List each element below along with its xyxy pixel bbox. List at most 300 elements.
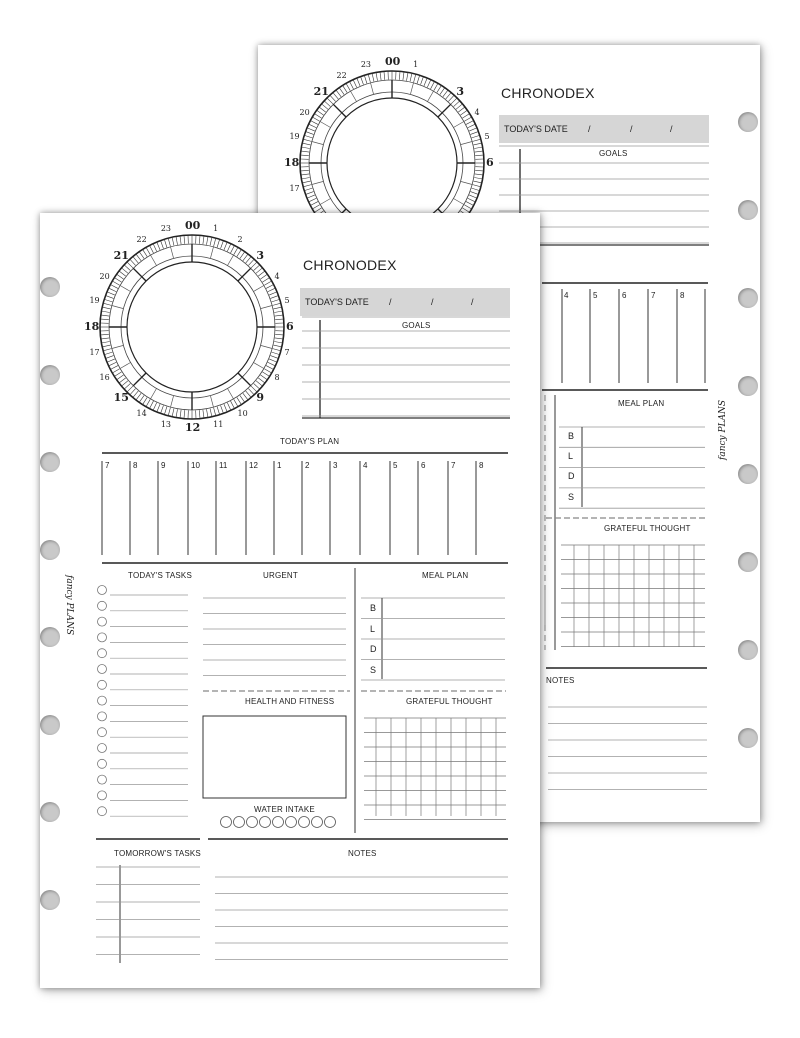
front-chronodex-minute-tick: [251, 262, 257, 268]
water-intake-circle: [273, 817, 284, 828]
front-chronodex-minute-tick: [117, 275, 124, 280]
back-chronodex-minute-tick: [307, 128, 314, 131]
front-chronodex-minute-tick: [176, 409, 177, 417]
front-chronodex-minute-tick: [122, 268, 128, 273]
front-chronodex-minute-tick: [115, 278, 122, 282]
back-date-label: TODAY'S DATE: [504, 124, 568, 134]
front-chronodex-minute-tick: [161, 241, 164, 249]
back-date-slash-1: /: [588, 124, 591, 134]
back-chronodex-minute-tick: [301, 170, 309, 171]
plan-hour-label: 8: [133, 461, 138, 470]
front-chronodex-minute-tick: [199, 236, 200, 244]
front-chronodex-minute-tick: [273, 349, 281, 351]
front-chronodex-hour-tick: [112, 345, 124, 348]
back-chronodex-minute-tick: [464, 117, 471, 121]
back-chronodex-minute-tick: [475, 155, 483, 156]
front-chronodex-minute-tick: [262, 372, 269, 376]
front-clock-numeral: 22: [136, 234, 147, 244]
task-checkbox: [98, 633, 107, 642]
front-chronodex-minute-tick: [221, 241, 224, 249]
task-checkbox: [98, 775, 107, 784]
back-clock-numeral: 3: [456, 84, 465, 98]
back-chronodex-minute-tick: [472, 135, 480, 137]
front-chronodex-minute-tick: [214, 408, 216, 416]
back-chronodex-minute-tick: [458, 107, 464, 112]
back-disc-notch: [738, 640, 758, 660]
front-chronodex-minute-tick: [113, 281, 120, 285]
back-meal-s: S: [568, 492, 575, 502]
task-checkbox: [98, 680, 107, 689]
front-chronodex-minute-tick: [113, 369, 120, 373]
back-chronodex-minute-tick: [469, 195, 476, 198]
back-chronodex-minute-tick: [399, 72, 400, 80]
front-chronodex-minute-tick: [266, 285, 273, 289]
back-chronodex-minute-tick: [343, 86, 347, 93]
back-chronodex-minute-tick: [474, 181, 482, 183]
front-chronodex-minute-tick: [133, 257, 138, 263]
front-chronodex-minute-tick: [273, 303, 281, 305]
plan-hour-label: 7: [451, 461, 456, 470]
front-chronodex-minute-tick: [264, 369, 271, 373]
front-chronodex-minute-tick: [140, 395, 145, 402]
tomorrows-tasks-label: TOMORROW'S TASKS: [114, 849, 201, 858]
back-notes-label: NOTES: [546, 676, 575, 685]
back-chronodex-minute-tick: [474, 177, 482, 178]
front-goals-label: GOALS: [402, 321, 431, 330]
back-chronodex-minute-tick: [468, 198, 475, 201]
plan-hour-label: 9: [161, 461, 166, 470]
back-chronodex-minute-tick: [462, 114, 469, 118]
back-chronodex-minute-tick: [364, 76, 366, 84]
back-chronodex-hour-tick: [312, 181, 324, 184]
back-chronodex-minute-tick: [448, 96, 453, 102]
back-chronodex-minute-tick: [434, 84, 438, 91]
urgent-label: URGENT: [263, 571, 298, 580]
front-chronodex-hour-tick: [210, 247, 213, 259]
back-chronodex-inner-ring: [327, 98, 457, 228]
front-chronodex-minute-tick: [240, 252, 245, 259]
back-plan-hour: 5: [593, 291, 598, 300]
back-chronodex-minute-tick: [475, 151, 483, 152]
front-chronodex-minute-tick: [107, 359, 114, 362]
front-chronodex-minute-tick: [210, 409, 212, 417]
front-chronodex-minute-tick: [102, 311, 110, 312]
front-chronodex-minute-tick: [224, 404, 227, 411]
back-clock-numeral: 23: [360, 60, 372, 70]
back-chronodex-hour-tick: [453, 122, 463, 128]
front-chronodex-hour-tick: [253, 286, 263, 292]
front-chronodex-minute-tick: [243, 393, 248, 399]
front-chronodex-minute-tick: [243, 254, 248, 260]
front-disc-notch: [40, 715, 60, 735]
back-chronodex-minute-tick: [317, 111, 324, 116]
front-chronodex-minute-tick: [103, 345, 111, 347]
front-chronodex-minute-tick: [248, 260, 253, 266]
front-chronodex-minute-tick: [109, 362, 116, 365]
front-chronodex-minute-tick: [275, 315, 283, 316]
front-clock-numeral: 1: [213, 224, 219, 234]
front-chronodex-minute-tick: [153, 403, 156, 410]
front-chronodex-minute-tick: [254, 265, 260, 270]
plan-hour-label: 3: [333, 461, 338, 470]
front-clock-numeral: 20: [99, 271, 110, 281]
back-chronodex-minute-tick: [475, 170, 483, 171]
task-checkbox: [98, 586, 107, 595]
back-disc-notch: [738, 288, 758, 308]
front-chronodex-minute-tick: [127, 262, 133, 268]
front-chronodex-minute-tick: [275, 319, 283, 320]
front-chronodex-minute-tick: [199, 410, 200, 418]
task-checkbox: [98, 601, 107, 610]
front-chronodex-minute-tick: [270, 296, 278, 299]
meal-l: L: [370, 624, 376, 634]
back-chronodex-minute-tick: [466, 202, 473, 206]
task-checkbox: [98, 712, 107, 721]
back-chronodex-minute-tick: [372, 74, 374, 82]
front-chronodex-minute-tick: [274, 307, 282, 309]
water-intake-circle: [286, 817, 297, 828]
task-checkbox: [98, 665, 107, 674]
water-intake-label: WATER INTAKE: [254, 805, 315, 814]
back-chronodex-minute-tick: [302, 147, 310, 148]
task-checkbox: [98, 728, 107, 737]
front-chronodex-minute-tick: [240, 395, 245, 402]
front-chronodex-minute-tick: [217, 407, 219, 415]
back-chronodex-minute-tick: [475, 174, 483, 175]
back-chronodex-minute-tick: [473, 185, 481, 187]
front-chronodex-inner-ring: [127, 262, 257, 392]
front-chronodex-minute-tick: [119, 271, 125, 276]
water-intake-circle: [247, 817, 258, 828]
back-chronodex-minute-tick: [474, 143, 482, 145]
front-disc-notch: [40, 365, 60, 385]
front-chronodex-minute-tick: [104, 303, 112, 305]
back-chronodex-minute-tick: [417, 76, 419, 84]
back-chronodex-minute-tick: [309, 198, 316, 201]
front-chronodex-minute-tick: [106, 296, 114, 299]
back-chronodex-hour-tick: [428, 91, 434, 101]
front-chronodex-minute-tick: [104, 349, 112, 351]
back-chronodex-minute-tick: [470, 192, 478, 195]
back-chronodex-minute-tick: [466, 121, 473, 125]
front-chronodex-minute-tick: [184, 236, 185, 244]
health-fitness-box: [203, 716, 346, 798]
front-logo: fancy PLANS: [64, 575, 74, 636]
task-checkbox: [98, 791, 107, 800]
back-chronodex-minute-tick: [410, 74, 412, 82]
front-chronodex-minute-tick: [256, 381, 262, 386]
water-intake-circle: [260, 817, 271, 828]
back-chronodex-minute-tick: [376, 73, 377, 81]
meal-plan-label: MEAL PLAN: [422, 571, 469, 580]
back-chronodex-minute-tick: [330, 96, 335, 102]
front-chronodex-minute-tick: [157, 242, 160, 249]
front-chronodex-minute-tick: [254, 383, 260, 388]
front-chronodex-minute-tick: [224, 242, 227, 249]
front-chronodex-minute-tick: [227, 403, 230, 410]
back-chronodex-minute-tick: [311, 121, 318, 125]
plan-hour-label: 8: [479, 461, 484, 470]
front-chronodex-hour-tick: [228, 255, 234, 265]
back-chronodex-minute-tick: [427, 80, 430, 87]
back-chronodex-minute-tick: [470, 132, 478, 135]
back-meal-plan-label: MEAL PLAN: [618, 399, 665, 408]
front-chronodex-minute-tick: [269, 359, 276, 362]
back-clock-numeral: 00: [385, 55, 401, 68]
front-chronodex-minute-tick: [140, 252, 145, 259]
back-chronodex-minute-tick: [406, 73, 407, 81]
back-chronodex-minute-tick: [333, 93, 338, 99]
task-checkbox: [98, 744, 107, 753]
back-chronodex-minute-tick: [384, 72, 385, 80]
back-chronodex-minute-tick: [460, 111, 467, 116]
front-chronodex-minute-tick: [258, 378, 264, 383]
back-chronodex-minute-tick: [472, 188, 480, 190]
back-chronodex-minute-tick: [474, 147, 482, 148]
front-date-label: TODAY'S DATE: [305, 297, 369, 307]
back-chronodex-minute-tick: [464, 205, 471, 209]
front-chronodex-minute-tick: [117, 375, 124, 380]
front-chronodex-minute-tick: [111, 366, 118, 370]
back-date-slash-3: /: [670, 124, 673, 134]
water-intake-circle: [299, 817, 310, 828]
back-chronodex-hour-tick: [461, 142, 473, 145]
back-disc-notch: [738, 464, 758, 484]
back-chronodex-minute-tick: [443, 90, 448, 96]
task-checkbox: [98, 696, 107, 705]
front-clock-numeral: 16: [99, 372, 110, 382]
back-chronodex-minute-tick: [311, 202, 318, 206]
back-clock-numeral: 1: [413, 60, 419, 70]
back-chronodex-minute-tick: [305, 188, 313, 190]
back-disc-notch: [738, 376, 758, 396]
front-chronodex-minute-tick: [237, 250, 241, 257]
front-chronodex-minute-tick: [234, 248, 238, 255]
back-date-slash-2: /: [630, 124, 633, 134]
front-chronodex-minute-tick: [269, 292, 276, 295]
front-date-slash-2: /: [431, 297, 434, 307]
front-chronodex-hour-tick: [261, 306, 273, 309]
front-clock-numeral: 17: [89, 348, 100, 358]
back-chronodex-minute-tick: [336, 90, 341, 96]
back-chronodex-minute-tick: [353, 80, 356, 87]
front-clock-numeral: 10: [237, 409, 248, 419]
front-chronodex-minute-tick: [130, 260, 135, 266]
front-chronodex-minute-tick: [258, 271, 264, 276]
front-clock-numeral: 23: [160, 224, 172, 234]
front-chronodex-minute-tick: [274, 311, 282, 312]
plan-hour-label: 4: [363, 461, 368, 470]
back-chronodex-minute-tick: [473, 139, 481, 141]
back-disc-notch: [738, 200, 758, 220]
plan-hour-label: 2: [305, 461, 310, 470]
front-chronodex-minute-tick: [101, 334, 109, 335]
front-chronodex-hour-tick: [253, 363, 263, 369]
front-date-slash-1: /: [389, 297, 392, 307]
back-disc-notch: [738, 728, 758, 748]
front-chronodex-minute-tick: [256, 268, 262, 273]
front-disc-notch: [40, 540, 60, 560]
front-date-slash-3: /: [471, 297, 474, 307]
back-chronodex-hour-tick: [312, 142, 324, 145]
front-clock-numeral: 6: [286, 320, 294, 333]
front-chronodex-minute-tick: [214, 239, 216, 247]
front-chronodex-minute-tick: [109, 288, 116, 291]
back-chronodex-minute-tick: [315, 208, 322, 212]
front-chronodex-minute-tick: [203, 410, 204, 418]
back-plan-hour: 8: [680, 291, 685, 300]
front-chronodex-minute-tick: [231, 401, 235, 408]
back-chronodex-minute-tick: [414, 75, 416, 83]
front-chronodex-minute-tick: [125, 265, 131, 270]
back-chronodex-minute-tick: [319, 107, 325, 112]
front-chronodex-minute-tick: [105, 299, 113, 301]
back-chronodex-minute-tick: [313, 205, 320, 209]
front-disc-notch: [40, 627, 60, 647]
back-clock-numeral: 22: [336, 70, 347, 80]
back-chronodex-minute-tick: [340, 88, 345, 95]
back-chronodex-hour-tick: [320, 122, 330, 128]
water-intake-circle: [234, 817, 245, 828]
front-chronodex-minute-tick: [184, 410, 185, 418]
back-meal-b: B: [568, 431, 575, 441]
back-clock-numeral: 5: [484, 131, 490, 141]
front-chronodex-minute-tick: [272, 352, 280, 354]
front-chronodex-minute-tick: [180, 410, 181, 418]
back-chronodex-minute-tick: [456, 104, 462, 109]
front-chronodex-minute-tick: [270, 356, 278, 359]
back-chronodex-minute-tick: [421, 77, 424, 85]
front-clock-numeral: 7: [284, 348, 290, 358]
back-chronodex-minute-tick: [322, 104, 328, 109]
back-chronodex-minute-tick: [301, 155, 309, 156]
water-intake-circle: [221, 817, 232, 828]
back-chronodex-minute-tick: [451, 98, 457, 104]
plan-hour-label: 7: [105, 461, 110, 470]
front-chronodex-hour-tick: [151, 255, 157, 265]
front-chronodex-minute-tick: [234, 399, 238, 406]
front-chronodex-minute-tick: [164, 240, 166, 248]
front-chronodex-minute-tick: [150, 246, 154, 253]
front-clock-numeral: 11: [213, 419, 224, 429]
front-chronodex-minute-tick: [119, 378, 125, 383]
front-chronodex-minute-tick: [168, 239, 170, 247]
plan-hour-label: 11: [219, 461, 228, 470]
back-chronodex-minute-tick: [302, 177, 310, 178]
front-clock-numeral: 15: [113, 391, 129, 405]
front-chronodex-minute-tick: [268, 362, 275, 365]
front-chronodex-minute-tick: [248, 389, 253, 395]
front-chronodex-minute-tick: [274, 345, 282, 347]
front-chronodex-minute-tick: [146, 399, 150, 406]
front-chronodex-minute-tick: [172, 409, 174, 417]
front-chronodex-minute-tick: [260, 275, 267, 280]
front-page-title: CHRONODEX: [303, 257, 397, 273]
front-clock-numeral: 14: [136, 409, 147, 419]
front-chronodex-minute-tick: [264, 281, 271, 285]
front-clock-numeral: 2: [237, 234, 243, 244]
front-disc-notch: [40, 452, 60, 472]
back-chronodex-minute-tick: [306, 192, 314, 195]
front-chronodex-minute-tick: [107, 292, 114, 295]
meal-d: D: [370, 644, 377, 654]
front-clock-numeral: 00: [185, 219, 201, 232]
back-chronodex-minute-tick: [306, 132, 314, 135]
front-chronodex-minute-tick: [130, 389, 135, 395]
front-chronodex-minute-tick: [143, 250, 147, 257]
back-chronodex-minute-tick: [357, 78, 360, 85]
front-disc-notch: [40, 277, 60, 297]
front-planner-page: [40, 213, 540, 988]
task-checkbox: [98, 759, 107, 768]
front-chronodex-minute-tick: [150, 401, 154, 408]
front-disc-notch: [40, 890, 60, 910]
back-chronodex-minute-tick: [305, 135, 313, 137]
front-clock-numeral: 9: [256, 391, 265, 405]
front-chronodex-minute-tick: [227, 244, 230, 251]
back-chronodex-minute-tick: [301, 151, 309, 152]
task-checkbox: [98, 649, 107, 658]
meal-s: S: [370, 665, 377, 675]
front-chronodex-minute-tick: [103, 307, 111, 309]
back-logo: fancy PLANS: [718, 399, 728, 460]
back-chronodex-hour-tick: [371, 83, 374, 95]
water-intake-circle: [325, 817, 336, 828]
back-chronodex-hour-tick: [453, 199, 463, 205]
front-chronodex-minute-tick: [275, 338, 283, 339]
front-clock-numeral: 3: [256, 248, 265, 262]
front-chronodex-minute-tick: [203, 236, 204, 244]
task-checkbox: [98, 807, 107, 816]
back-chronodex-hour-tick: [320, 199, 330, 205]
back-chronodex-hour-tick: [410, 83, 413, 95]
front-chronodex-minute-tick: [221, 405, 224, 413]
front-clock-numeral: 12: [185, 421, 201, 434]
front-chronodex-minute-tick: [146, 248, 150, 255]
front-chronodex-minute-tick: [122, 381, 128, 386]
back-chronodex-minute-tick: [380, 72, 381, 80]
back-clock-numeral: 21: [313, 84, 329, 98]
health-fitness-label: HEALTH AND FITNESS: [245, 697, 335, 706]
front-chronodex-minute-tick: [133, 391, 138, 397]
back-clock-numeral: 20: [299, 107, 310, 117]
front-chronodex-minute-tick: [153, 244, 156, 251]
front-chronodex-hour-tick: [112, 306, 124, 309]
back-grateful-label: GRATEFUL THOUGHT: [604, 524, 691, 533]
front-chronodex-minute-tick: [217, 240, 219, 248]
back-chronodex-minute-tick: [440, 88, 445, 95]
back-chronodex-minute-tick: [361, 77, 364, 85]
front-chronodex-hour-tick: [261, 345, 273, 348]
front-chronodex-minute-tick: [246, 391, 251, 397]
front-chronodex-hour-tick: [210, 396, 213, 408]
front-chronodex-minute-tick: [115, 372, 122, 376]
back-chronodex-minute-tick: [462, 208, 469, 212]
back-disc-notch: [738, 552, 758, 572]
back-chronodex-minute-tick: [304, 139, 312, 141]
front-chronodex-minute-tick: [164, 407, 166, 415]
front-disc-notch: [40, 802, 60, 822]
back-chronodex-hour-tick: [351, 91, 357, 101]
front-chronodex-minute-tick: [275, 334, 283, 335]
front-chronodex-minute-tick: [101, 338, 109, 339]
water-intake-circle: [312, 817, 323, 828]
front-chronodex-minute-tick: [136, 393, 141, 399]
back-chronodex-minute-tick: [301, 174, 309, 175]
back-page-title: CHRONODEX: [501, 85, 595, 101]
todays-tasks-label: TODAY'S TASKS: [128, 571, 192, 580]
front-chronodex-minute-tick: [180, 236, 181, 244]
